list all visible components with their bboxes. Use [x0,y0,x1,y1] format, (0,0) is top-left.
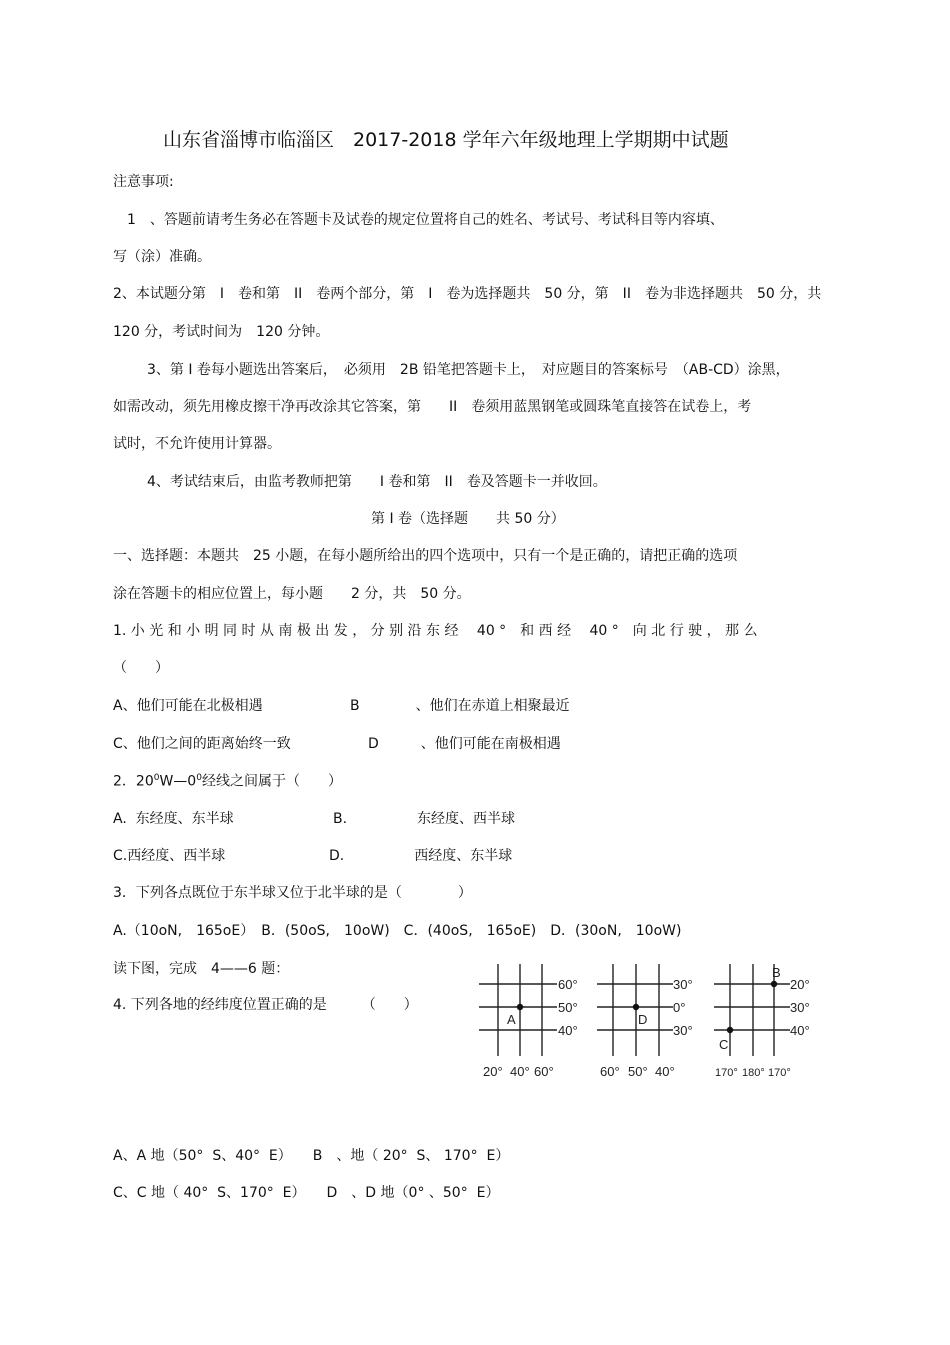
section-heading: 第 I 卷（选择题 共 50 分） [371,511,565,527]
section-intro-1: 一、选择题：本题共 25 小题，在每小题所给出的四个选项中，只有一个是正确的，请把正确的选项 [113,548,738,564]
q4-stem: 4. 下列各地的经纬度位置正确的是 （ ） [113,997,418,1013]
grid-bc-point-b-marker [771,981,777,987]
exam-title: 山东省淄博市临淄区 2017-2018 学年六年级地理上学期期中试题 [163,129,729,151]
grid-bc-lat-label-3: 40° [790,1023,810,1038]
grid-figure-a [475,960,585,1085]
read-figure-prompt: 读下图，完成 4——6 题： [113,961,290,977]
grid-bc-lon-label-3: 170° [768,1067,791,1079]
grid-figure-a-svg [475,960,585,1085]
q2-option-b: B. 东经度、西半球 [333,811,516,827]
grid-d-lat-label-2: 0° [673,1000,686,1015]
q1-stem: 1. 小 光 和 小 明 同 时 从 南 极 出 发 ， 分 别 沿 东 经 40 ° 和 西 经 40 ° 向 北 行 驶 ， 那 么 [113,623,758,639]
q2-stem-post: 经线之间属于（ ） [201,773,342,790]
grid-a-point-marker [517,1004,523,1010]
q2-stem-pre: 2．20 [113,773,154,790]
grid-a-point-label: A [507,1012,516,1027]
grid-bc-point-c-label: C [719,1037,729,1052]
grid-bc-lat-label-1: 20° [790,977,810,992]
grid-d-point-label: D [638,1012,648,1027]
q1-bracket: （ ） [113,660,169,676]
grid-bc-point-c-marker [727,1027,733,1033]
grid-d-lon-label-1: 60° [600,1064,620,1079]
q2-stem-sup2: 0 [196,773,202,783]
q2-stem [113,774,342,789]
grid-d-lat-label-1: 30° [673,977,693,992]
grid-a-lon-label-3: 60° [534,1064,554,1079]
grid-d-lat-label-3: 30° [673,1023,693,1038]
q1-option-c: C、他们之间的距离始终一致 [113,736,291,752]
grid-bc-point-b-label: B [772,965,781,980]
q3-stem: 3．下列各点既位于东半球又位于北半球的是（ ） [113,885,472,901]
notice-heading: 注意事项: [113,174,174,190]
grid-a-lat-label-2: 50° [558,1000,578,1015]
grid-figure-bc [710,960,835,1085]
note-line-5: 3、第 I 卷每小题选出答案后， 必须用 2B 铅笔把答题卡上， 对应题目的答案标号 （AB-CD）涂黑， [147,362,790,378]
grid-a-lat-label-1: 60° [558,977,578,992]
note-line-6: 如需改动，须先用橡皮擦干净再改涂其它答案，第 II 卷须用蓝黑钢笔或圆珠笔直接答在试卷上，考 [113,399,752,415]
grid-a-lat-label-3: 40° [558,1023,578,1038]
q1-option-a: A、他们可能在北极相遇 [113,698,263,714]
q2-option-d: D. 西经度、东半球 [329,848,513,864]
q4-options-ab: A、A 地（50° S、40° E） B 、地（ 20° S、 170° E） [113,1148,510,1164]
q2-option-c: C.西经度、西半球 [113,848,226,864]
q2-option-a: A. 东经度、东半球 [113,811,234,827]
grid-figure-d [593,960,703,1085]
q2-stem-sup1: 0 [153,773,160,783]
note-line-4: 120 分，考试时间为 120 分钟。 [113,324,330,340]
section-intro-2: 涂在答题卡的相应位置上，每小题 2 分，共 50 分。 [113,586,471,602]
grid-bc-lon-label-2: 180° [742,1067,765,1079]
note-line-2: 写（涂）准确。 [113,249,211,265]
note-line-1: 1 、答题前请考生务必在答题卡及试卷的规定位置将自己的姓名、考试号、考试科目等内容填、 [113,212,724,228]
q3-options: A.（10oN, 165oE） B．(50oS, 10oW) C．(40oS, 165oE) D．(30oN, 10oW) [113,923,682,939]
note-line-7: 试时，不允许使用计算器。 [113,436,281,452]
grid-figure-bc-svg [710,960,835,1085]
grid-figure-d-svg [593,960,703,1085]
q1-option-b: B 、他们在赤道上相聚最近 [350,698,570,714]
grid-d-lon-label-3: 40° [655,1064,675,1079]
grid-d-point-marker [633,1004,639,1010]
grid-a-lon-label-2: 40° [510,1064,530,1079]
note-line-8: 4、考试结束后，由监考教师把第 I 卷和第 II 卷及答题卡一并收回。 [147,474,607,490]
q2-stem-mid: W—0 [159,773,197,790]
grid-d-lon-label-2: 50° [628,1064,648,1079]
grid-bc-lat-label-2: 30° [790,1000,810,1015]
q1-option-d: D 、他们可能在南极相遇 [368,736,561,752]
grid-bc-lon-label-1: 170° [715,1067,738,1079]
grid-a-lon-label-1: 20° [483,1064,503,1079]
note-line-3: 2、本试题分第 I 卷和第 II 卷两个部分，第 I 卷为选择题共 50 分，第 II 卷为非选择题共 50 分，共 [113,286,822,302]
q4-options-cd: C、C 地（ 40° S、170° E） D 、D 地（0° 、50° E） [113,1185,500,1201]
